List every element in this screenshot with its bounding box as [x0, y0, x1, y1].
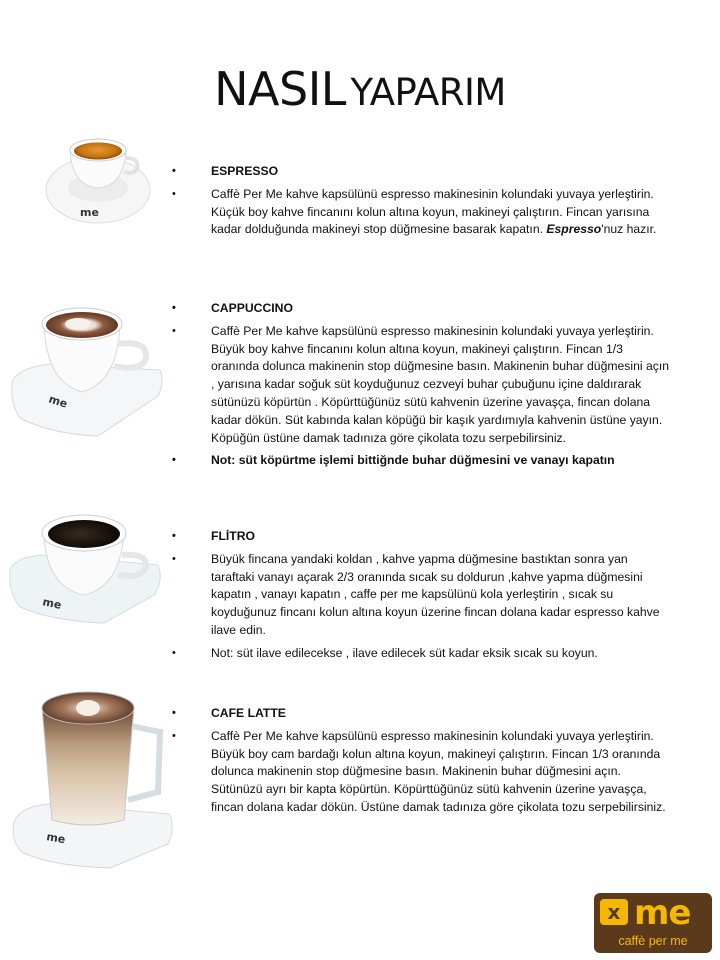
cappuccino-cup-image	[10, 300, 165, 440]
section-body	[172, 323, 672, 448]
filtro-cup-image	[8, 505, 166, 625]
bullet: •	[172, 302, 176, 314]
bullet: •	[172, 324, 176, 337]
bullet: •	[172, 707, 176, 719]
heading-text: CAPPUCCINO	[211, 301, 293, 315]
saucer-logo: me	[80, 206, 99, 219]
bullet: •	[172, 646, 176, 659]
bullet: •	[172, 530, 176, 542]
section-body	[172, 728, 672, 817]
note-text: Not: süt köpürtme işlemi bittiğnde buhar düğmesini ve vanayı kapatın	[211, 453, 615, 468]
section-body	[172, 551, 672, 640]
title-part1: NASIL	[214, 62, 346, 116]
note-text: Not: süt ilave edilecekse , ilave edilecek süt kadar eksik sıcak su koyun.	[211, 645, 598, 660]
latte-glass-image	[10, 680, 175, 870]
espresso-cup-image	[42, 128, 154, 226]
bullet: •	[172, 552, 176, 565]
title-part2: YAPARIM	[350, 71, 506, 114]
body-text: Büyük fincana yandaki koldan , kahve yapma düğmesine bastıktan sonra yan taraftaki vanayı açarak 2/3 oranında sıcak su doldurun ,kahve yapma düğmesini kapatın , vanayı kapatın , caffe per me kapsülünü kola yerleştirin , sıcak su koyduğunuz fincanı kolun altına koyun üzerine fincan dolana kadar espresso kahve ilave edin.	[211, 551, 660, 637]
section-heading	[172, 528, 672, 546]
saucer-logo: me	[45, 830, 67, 847]
saucer-logo: me	[41, 595, 63, 612]
cup-x-icon: x	[600, 899, 628, 925]
caffe-per-me-logo	[594, 893, 712, 953]
bullet: •	[172, 165, 176, 177]
section-note	[172, 452, 672, 470]
section-body	[172, 186, 672, 239]
section-espresso	[172, 163, 672, 239]
body-text: Caffè Per Me kahve kapsülünü espresso makinesinin kolundaki yuvaya yerleştirin. Büyük boy kahve fincanını kolun altına koyun, makineyi çalıştırın. Fincan 1/3 oranında dolunca makinenin stop düğmesine basın. Makinenin buhar düğmesini açın , yarısına kadar soğuk süt koyduğunuz cezveyi buhar çubuğunu içine daldırarak sütünüzü köpürtün . Köpürttüğünüz sütü kahvenin üzerine yavaşça, fincan dolana kadar dökün. Süt kabında kalan köpüğü bir kaşık yardımıyla kahvenin üstüne yayın. Köpüğün üstüne damak tadınıza göre çikolata tozu serpebilirsiniz.	[211, 323, 670, 445]
section-cappuccino	[172, 300, 672, 470]
logo-tagline: caffè per me	[618, 934, 688, 948]
heading-text: CAFE LATTE	[211, 706, 286, 720]
section-heading	[172, 300, 672, 318]
saucer-logo: me	[47, 392, 70, 411]
body-text: Caffè Per Me kahve kapsülünü espresso makinesinin kolundaki yuvaya yerleştirin. Büyük boy cam bardağı kolun altına koyun, makineyi çalıştırın. Fincan 1/3 oranında dolunca makinenin stop düğmesine basın. Makinenin buhar düğmesini açın. Sütünüzü ayrı bir kapta köpürtün. Köpürttüğünüz sütü kahvenin üzerine yavaşça, fincan dolana kadar dökün. Üstüne damak tadınıza göre çikolata tozu serpebilirsiniz.	[211, 728, 666, 814]
body-text-end: 'nuz hazır.	[601, 222, 657, 237]
heading-text: FLİTRO	[211, 529, 256, 543]
heading-text: ESPRESSO	[211, 164, 279, 178]
body-emphasis: Espresso	[546, 222, 602, 237]
section-cafe-latte	[172, 705, 672, 817]
bullet: •	[172, 454, 176, 467]
section-note	[172, 645, 672, 663]
section-heading	[172, 163, 672, 181]
body-text: Caffè Per Me kahve kapsülünü espresso makinesinin kolundaki yuvaya yerleştirin. Küçük boy kahve fincanını kolun altına koyun, makineyi çalıştırın. Fincan yarısına kadar dolduğunda makineyi stop düğmesine basarak kapatın.	[211, 186, 654, 237]
bullet: •	[172, 187, 176, 200]
bullet: •	[172, 729, 176, 742]
section-filtro	[172, 528, 672, 663]
section-heading	[172, 705, 672, 723]
page-title	[0, 62, 720, 116]
logo-me-text: me	[634, 893, 691, 933]
